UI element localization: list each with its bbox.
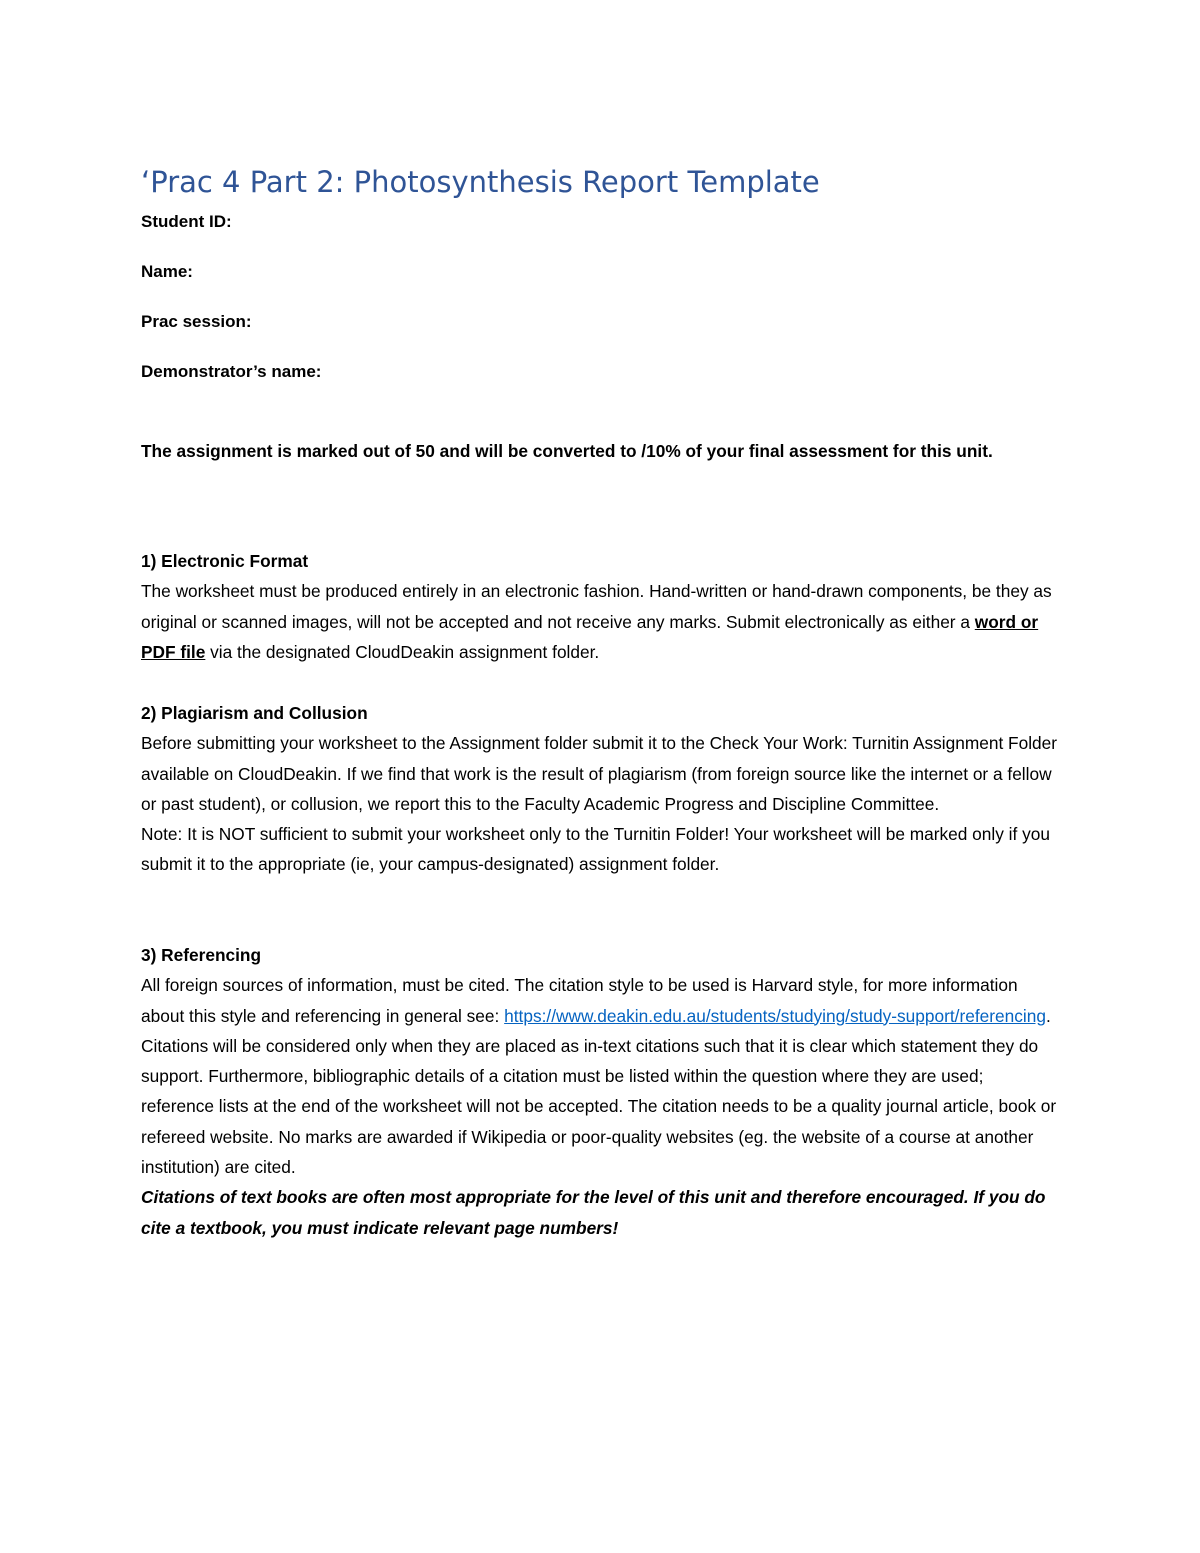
document-title: ‘Prac 4 Part 2: Photosynthesis Report Template — [141, 165, 820, 199]
file-format-emphasis: word or PDF file — [141, 611, 1039, 662]
plagiarism-note: Note: It is NOT sufficient to submit your worksheet only to the Turnitin Folder! Your worksheet will be marked only if you submit it to the appropriate (ie, your campus-designated) assignment folder. — [141, 824, 1050, 875]
student-id-label: Student ID: — [141, 212, 232, 231]
referencing-link[interactable]: https://www.deakin.edu.au/students/studying/study-support/referencing — [504, 1005, 1046, 1026]
electronic-format-paragraph — [141, 576, 1061, 667]
electronic-format-text: The worksheet must be produced entirely in an electronic fashion. Hand-written or hand-drawn components, be they as original or scanned images, will not be accepted and not receive any marks. Submit electronically as either a — [141, 581, 1052, 632]
marking-note-text: The assignment is marked out of 50 and will be converted to /10% of your final assessment for this unit. — [141, 441, 993, 461]
referencing-text: All foreign sources of information, must be cited. The citation style to be used is Harvard style, for more information about this style and referencing in general see: — [141, 975, 1018, 1026]
referencing-text-end: . Citations will be considered only when they are placed as in-text citations such that it is clear which statement they do support. Furthermore, bibliographic details of a citation must be listed within the question where they are used; reference lists at the end of the worksheet will not be accepted. The citation needs to be a quality journal article, book or refereed website. No marks are awarded if Wikipedia or poor-quality websites (eg. the website of a course at another institution) are cited. — [141, 1005, 1057, 1178]
referencing-heading: 3) Referencing — [141, 945, 262, 965]
name-label: Name: — [141, 262, 193, 281]
referencing-paragraph — [141, 970, 1061, 1182]
section-electronic-format — [141, 546, 1061, 667]
plagiarism-heading: 2) Plagiarism and Collusion — [141, 703, 368, 723]
plagiarism-paragraph: Before submitting your worksheet to the Assignment folder submit it to the Check Your Work: Turnitin Assignment Folder available on CloudDeakin. If we find that work is the result of plagiarism (from foreign source like the internet or a fellow or past student), or collusion, we report this to the Faculty Academic Progress and Discipline Committee. — [141, 733, 1058, 814]
section-plagiarism — [141, 698, 1061, 880]
demonstrator-name-label: Demonstrator’s name: — [141, 362, 322, 381]
prac-session-label: Prac session: — [141, 312, 252, 331]
electronic-format-heading: 1) Electronic Format — [141, 551, 309, 571]
electronic-format-text-end: via the designated CloudDeakin assignment folder. — [205, 641, 600, 662]
textbook-citation-note: Citations of text books are often most appropriate for the level of this unit and therefore encouraged. If you do cite a textbook, you must indicate relevant page numbers! — [141, 1187, 1046, 1238]
section-referencing — [141, 940, 1061, 1243]
marking-note — [141, 436, 1061, 466]
